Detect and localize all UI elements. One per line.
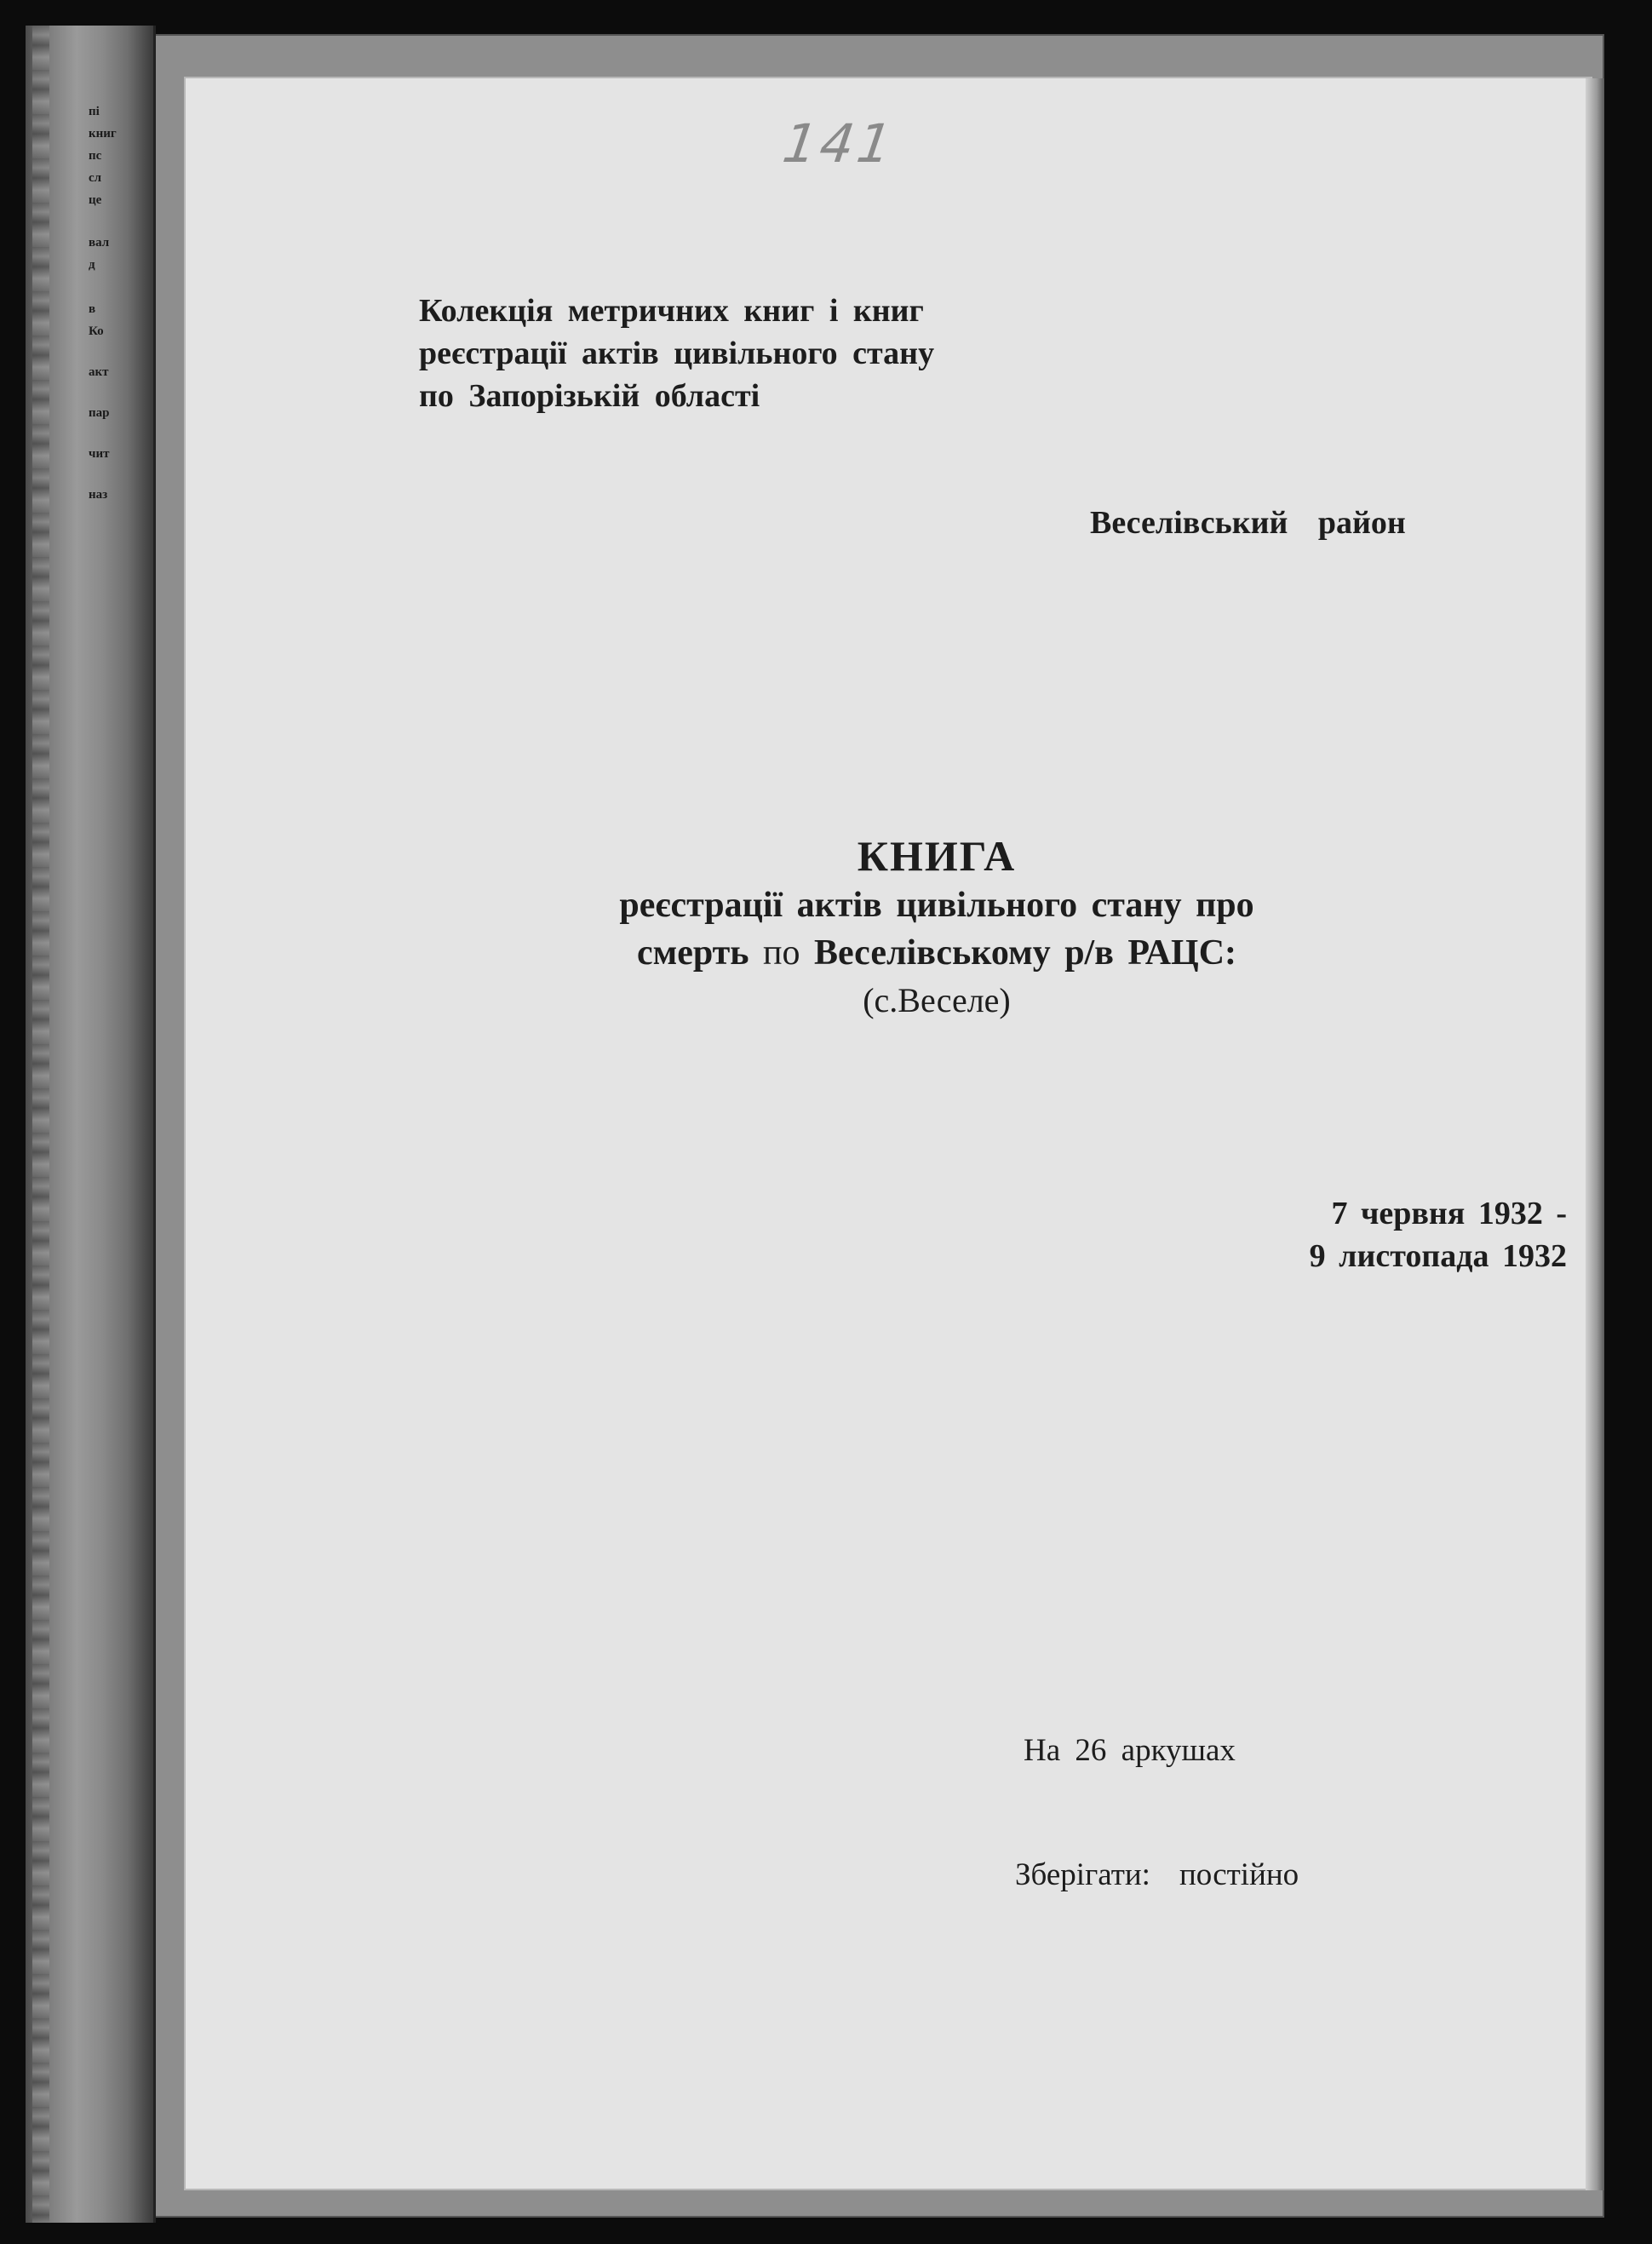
district-name: Веселівський район xyxy=(1090,505,1406,541)
spine-fragment: акт xyxy=(89,365,109,379)
folio-number: 141 xyxy=(778,112,899,175)
spine-text-fragments xyxy=(89,100,133,506)
book-subtitle-line-1: реєстрації актів цивільного стану про xyxy=(619,886,1254,925)
date-start: 7 червня 1932 - xyxy=(1331,1196,1567,1231)
spine-fragment: це xyxy=(89,193,102,207)
spine-fragment: д xyxy=(89,258,95,272)
spine-fragment: сл xyxy=(89,171,102,185)
storage-value: постійно xyxy=(1179,1857,1299,1892)
spine-fragment: наз xyxy=(89,488,108,502)
storage-term xyxy=(1015,1857,1299,1893)
collection-line-1: Колекція метричних книг і книг xyxy=(419,293,924,329)
collection-line-2: реєстрації актів цивільного стану xyxy=(419,336,935,371)
storage-label: Зберігати: xyxy=(1015,1857,1150,1892)
spine-fragment: в xyxy=(89,302,96,316)
spine-fragment: Ко xyxy=(89,324,104,338)
book-subtitle-death: смерть xyxy=(636,933,749,973)
date-range xyxy=(1226,1192,1567,1277)
sheet-count: На 26 аркушах xyxy=(1024,1733,1236,1768)
book-subtitle-preposition: по xyxy=(763,933,800,973)
page-edge xyxy=(1586,78,1604,2190)
spine-fragment: чит xyxy=(89,447,110,461)
village-name: (с.Веселе) xyxy=(863,981,1011,1019)
collection-title xyxy=(419,290,934,417)
book-title-block xyxy=(426,830,1448,1024)
collection-line-3: по Запорізькій області xyxy=(419,378,760,414)
book-title: КНИГА xyxy=(857,832,1017,880)
book-subtitle-line-2 xyxy=(426,929,1448,977)
spine-fragment: пі xyxy=(89,105,100,118)
spine-fragment: книг xyxy=(89,127,117,141)
spine-fragment: вал xyxy=(89,236,110,250)
date-end: 9 листопада 1932 xyxy=(1309,1238,1567,1274)
book-subtitle-registry: Веселівському р/в РАЦС: xyxy=(814,933,1237,973)
spine-fragment: пар xyxy=(89,406,110,420)
spine-fragment: пс xyxy=(89,149,102,163)
